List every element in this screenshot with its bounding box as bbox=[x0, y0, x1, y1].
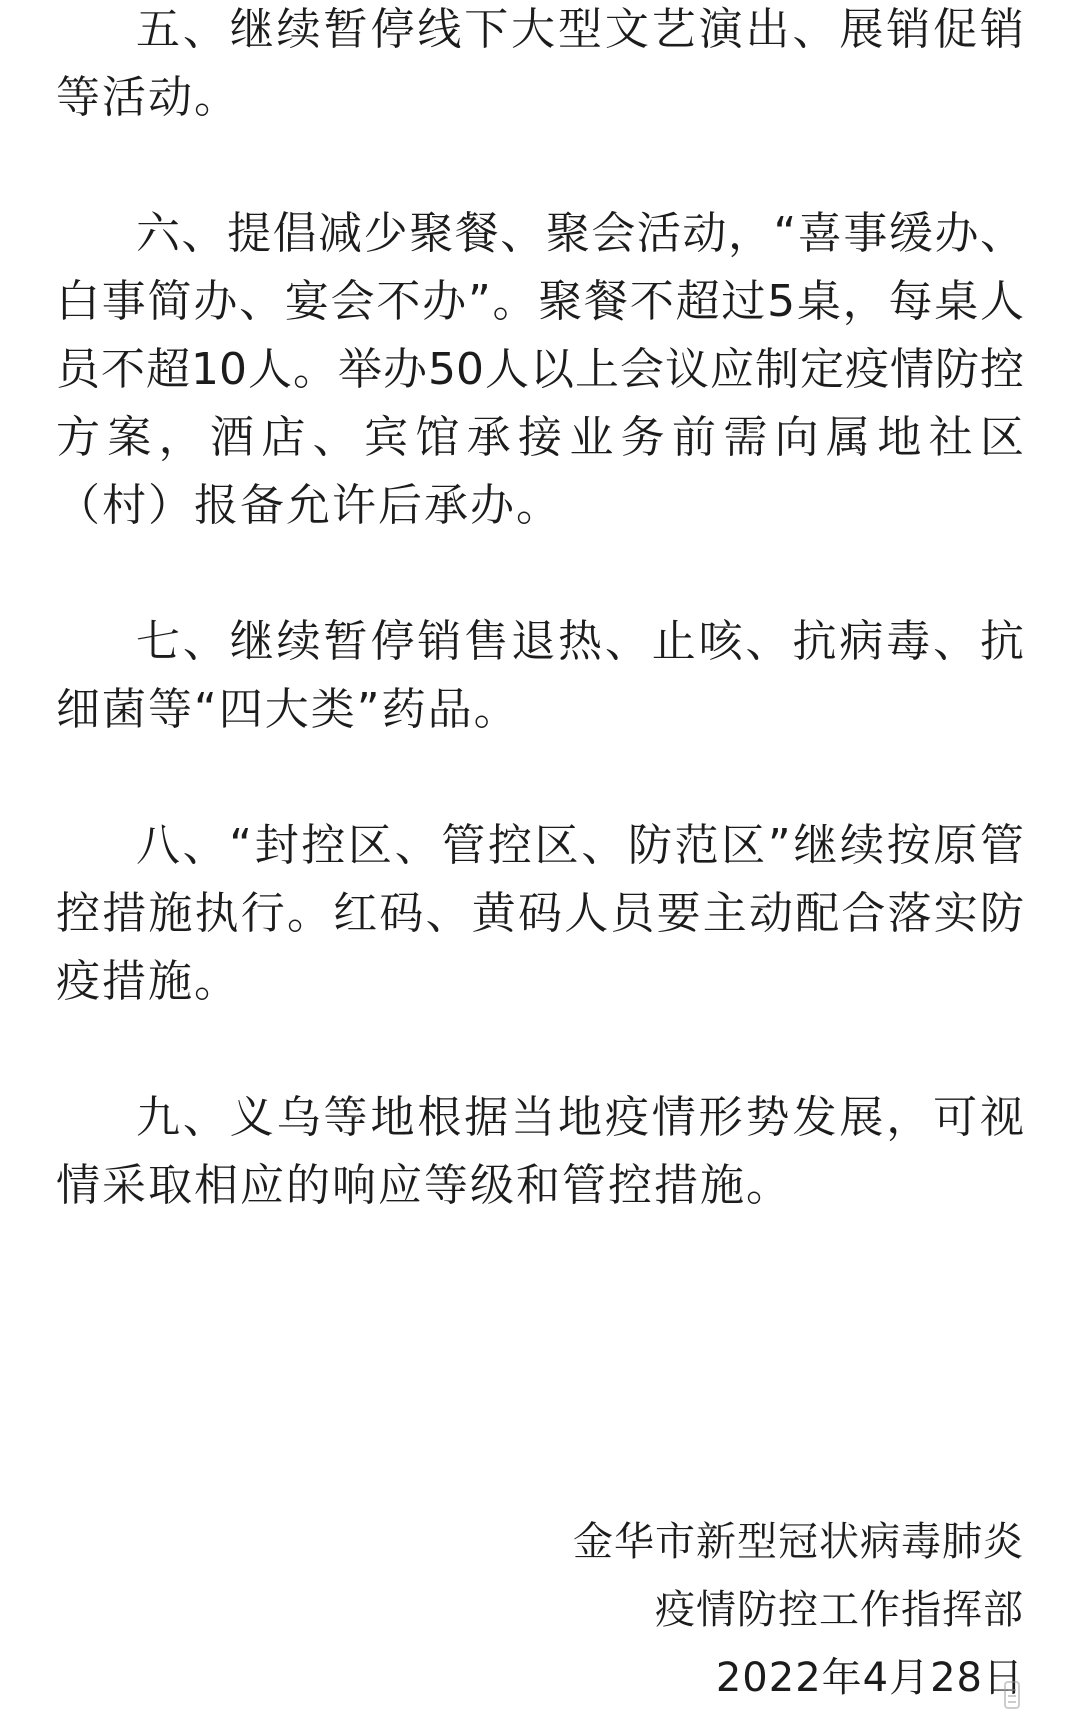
paragraph-line: 方案，酒店、宾馆承接业务前需向属地社区 bbox=[56, 412, 1024, 463]
paragraph-line: 六、提倡减少聚餐、聚会活动，“喜事缓办、 bbox=[136, 208, 1024, 259]
signature-block bbox=[573, 1508, 1024, 1712]
paragraph-line: 控措施执行。红码、黄码人员要主动配合落实防 bbox=[56, 888, 1024, 939]
paragraph-line: 疫措施。 bbox=[56, 956, 240, 1007]
paragraph-line: 七、继续暂停销售退热、止咳、抗病毒、抗 bbox=[136, 616, 1024, 667]
paragraph-line: 九、义乌等地根据当地疫情形势发展，可视 bbox=[136, 1092, 1024, 1143]
paragraph-line: 五、继续暂停线下大型文艺演出、展销促销 bbox=[136, 4, 1024, 55]
issuing-organization-line-2: 疫情防控工作指挥部 bbox=[655, 1587, 1024, 1633]
issue-date: 2022年4月28日 bbox=[715, 1655, 1024, 1701]
watermark-mark-icon bbox=[1003, 1680, 1021, 1710]
paragraph-line: 白事简办、宴会不办”。聚餐不超过5桌，每桌人 bbox=[56, 276, 1024, 327]
paragraph-line: 细菌等“四大类”药品。 bbox=[56, 684, 520, 735]
paragraph-line: 员不超10人。举办50人以上会议应制定疫情防控 bbox=[56, 344, 1024, 395]
paragraph-line: 八、“封控区、管控区、防范区”继续按原管 bbox=[136, 820, 1024, 871]
paragraph-line: （村）报备允许后承办。 bbox=[56, 480, 562, 531]
paragraph-line: 情采取相应的响应等级和管控措施。 bbox=[56, 1160, 792, 1211]
issuing-organization-line-1: 金华市新型冠状病毒肺炎 bbox=[573, 1519, 1024, 1565]
paragraph-line: 等活动。 bbox=[56, 72, 240, 123]
